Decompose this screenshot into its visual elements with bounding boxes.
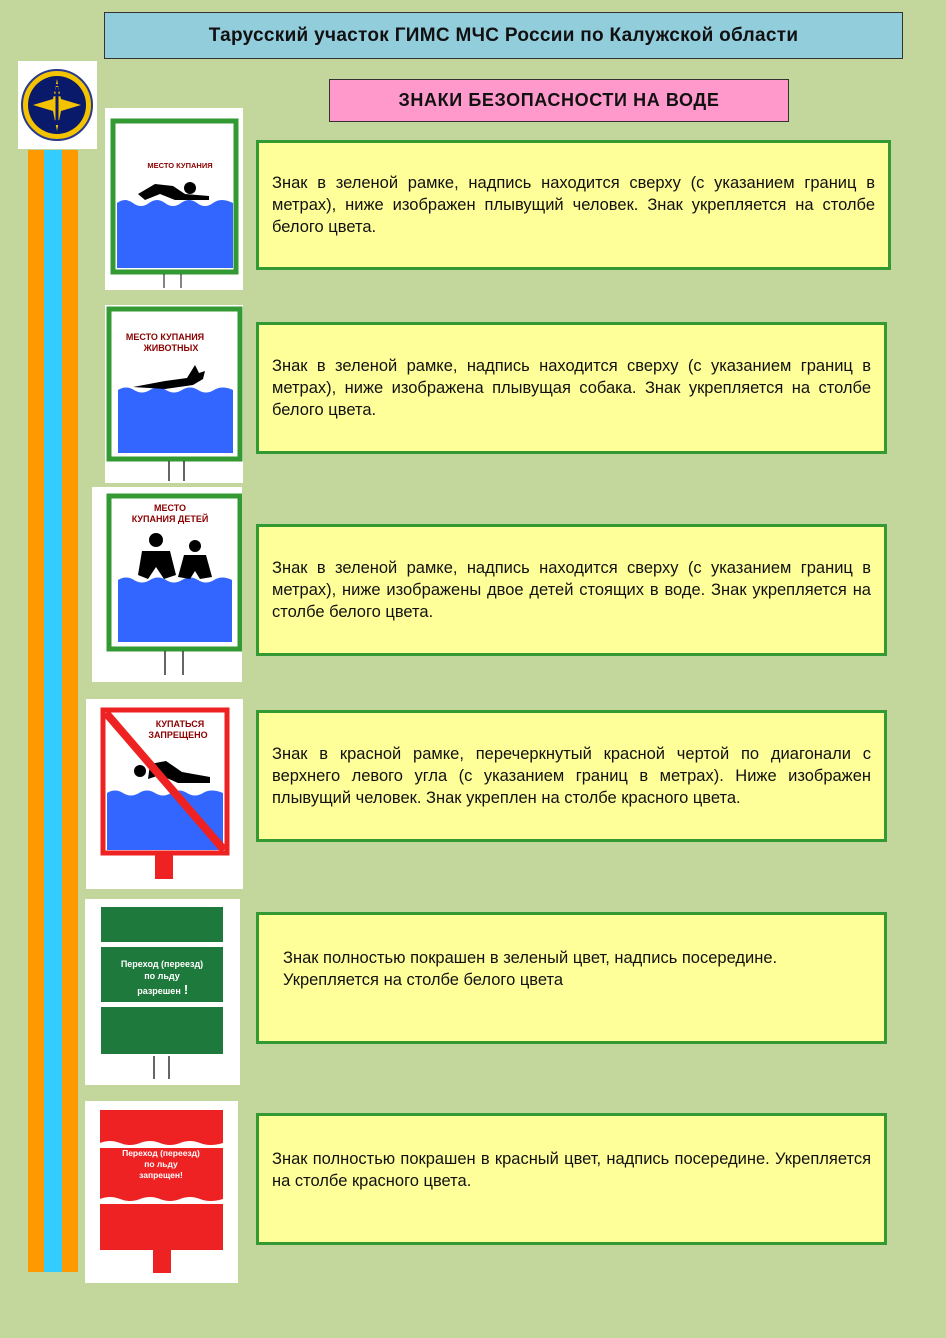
description-text: Знак в красной рамке, перечеркнутый красной чертой по диагонали с верхнего левого угла (с указанием границ в метрах). Ниже изображен плывущий человек. Знак укреплен на столбе красного цвета.: [272, 745, 871, 807]
description-text: Знак полностью покрашен в зеленый цвет, надпись посередине. Укрепляется на столбе белого цвета: [283, 949, 778, 989]
sign-label-line2: КУПАНИЯ ДЕТЕЙ: [131, 514, 209, 524]
sign-animals-graphic: [105, 305, 243, 483]
sign-label-line3: запрещен!: [139, 1170, 183, 1180]
section-title: ЗНАКИ БЕЗОПАСНОСТИ НА ВОДЕ: [329, 79, 789, 122]
sign-label-line2: по льду: [144, 971, 180, 981]
sign-label-line2: по льду: [144, 1159, 178, 1169]
sign-label-line1: МЕСТО: [153, 503, 187, 513]
description-box: [256, 140, 891, 270]
emblem: [18, 61, 97, 149]
description-text: Знак в зеленой рамке, надпись находится сверху (с указанием границ в метрах), ниже изображена плывущая собака. Знак укрепляется на столбе белого цвета.: [272, 357, 871, 419]
sign-label-line1: МЕСТО КУПАНИЯ: [125, 332, 205, 342]
blue-stripe: [44, 150, 62, 1272]
orange-stripe: [62, 150, 78, 1272]
description-box: [256, 524, 887, 656]
sign-label-line1: КУПАТЬСЯ: [155, 719, 205, 729]
sign-label-line3: разрешен: [137, 986, 181, 996]
sign-label: МЕСТО КУПАНИЯ: [147, 161, 213, 170]
page-title: Тарусский участок ГИМС МЧС России по Калужской области: [104, 12, 903, 59]
sign-no-swimming-graphic: [86, 699, 243, 889]
description-box: [256, 322, 887, 454]
description-text: Знак в зеленой рамке, надпись находится сверху (с указанием границ в метрах), ниже изображен плывущий человек. Знак укрепляется на столбе белого цвета.: [272, 174, 875, 236]
description-text: Знак полностью покрашен в красный цвет, надпись посередине. Укрепляется на столбе красного цвета.: [272, 1150, 871, 1190]
sign-label-line2: ЗАПРЕЩЕНО: [148, 730, 208, 740]
sign-swimming-place-graphic: [105, 108, 243, 290]
description-text: Знак в зеленой рамке, надпись находится сверху (с указанием границ в метрах), ниже изображены двое детей стоящих в воде. Знак укрепляется на столбе белого цвета.: [272, 559, 871, 621]
sign-mark: !: [183, 982, 189, 997]
sign-label-line1: Переход (переезд): [122, 1148, 200, 1158]
sign-label-line2: ЖИВОТНЫХ: [143, 343, 199, 353]
sign-children-graphic: [92, 487, 242, 682]
sign-ice-allowed-graphic: [85, 899, 240, 1085]
sign-ice-forbidden-graphic: [85, 1101, 238, 1283]
orange-stripe: [28, 150, 44, 1272]
description-box: [256, 710, 887, 842]
description-box: [256, 1113, 887, 1245]
description-box: [256, 912, 887, 1044]
anchor-star-emblem-icon: [18, 61, 97, 149]
sign-label-line1: Переход (переезд): [120, 959, 204, 969]
